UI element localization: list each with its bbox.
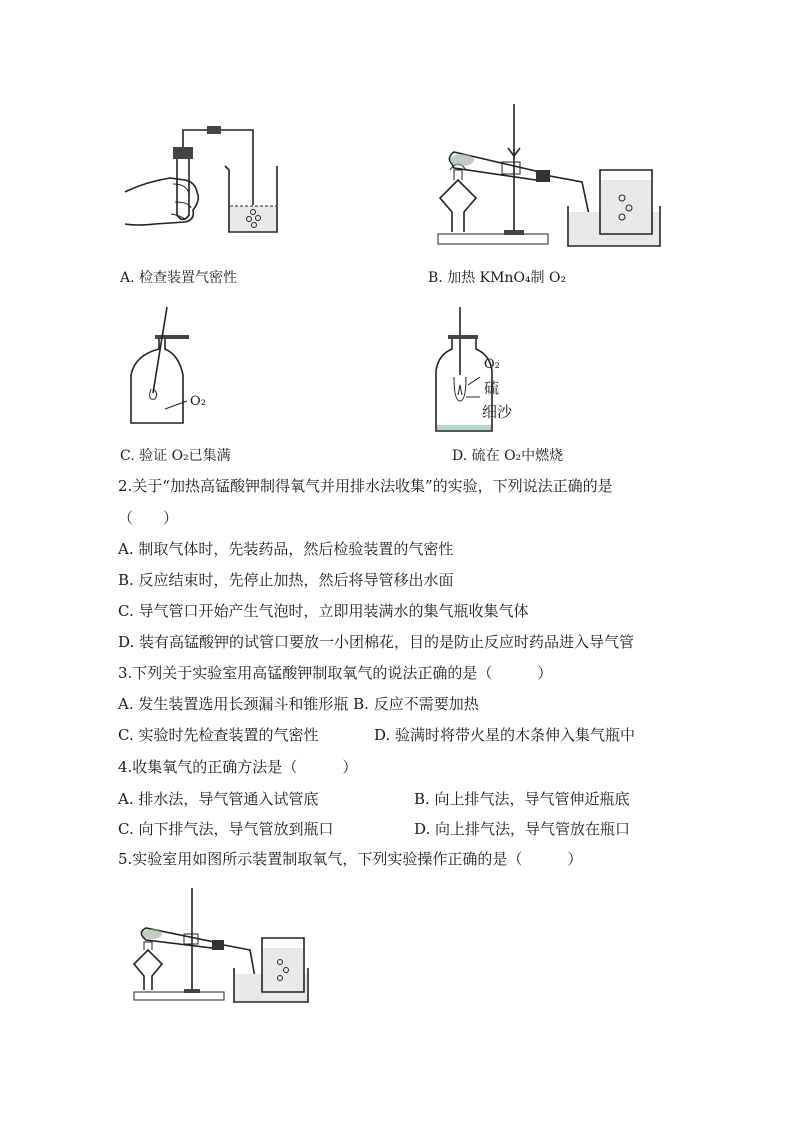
question-4-option-a: A. 排水法，导气管通入试管底 [118,790,319,808]
figure-c-gas-label: O₂ [190,394,206,409]
question-3-stem: 3.下列关于实验室用高锰酸钾制取氧气的说法正确的是（ ） [118,664,553,682]
question-2-option-c: C. 导气管口开始产生气泡时，立即用装满水的集气瓶收集气体 [118,602,529,620]
question-2-option-b: B. 反应结束时，先停止加热，然后将导管移出水面 [118,571,454,589]
figure-d-label-sand: 细沙 [482,403,513,421]
question-2-option-d: D. 装有高锰酸钾的试管口要放一小团棉花，目的是防止反应时药品进入导气管 [118,633,635,651]
question-4-stem: 4.收集氧气的正确方法是（ ） [118,758,358,776]
figure-a-airtightness-diagram [125,120,285,240]
figure-d-caption: D. 硫在 O₂中燃烧 [452,448,564,464]
figure-d-label-sulfur: 硫 [484,379,500,397]
figure-c-caption: C. 验证 O₂已集满 [120,448,231,464]
question-3-option-ab: A. 发生装置选用长颈漏斗和锥形瓶 B. 反应不需要加热 [118,695,479,713]
figure-a-caption: A. 检查装置气密性 [120,270,238,286]
question-5-apparatus-diagram [130,886,320,1006]
question-3-option-c: C. 实验时先检查装置的气密性 [118,726,319,744]
figure-b-kmno4-apparatus [432,102,672,252]
question-2-stem: 2.关于“加热高锰酸钾制得氧气并用排水法收集”的实验，下列说法正确的是 [118,477,613,495]
figure-d-label-o2: O₂ [484,357,500,372]
question-2-option-a: A. 制取气体时，先装药品，然后检验装置的气密性 [118,540,454,558]
figure-c-gas-jar-check [125,305,225,435]
question-4-option-d: D. 向上排气法，导气管放在瓶口 [414,820,631,838]
figure-b-caption: B. 加热 KMnO₄制 O₂ [428,270,567,286]
question-4-option-b: B. 向上排气法，导气管伸近瓶底 [414,790,630,808]
question-3-option-d: D. 验满时将带火星的木条伸入集气瓶中 [374,726,636,744]
question-4-option-c: C. 向下排气法，导气管放到瓶口 [118,820,334,838]
question-5-stem: 5.实验室用如图所示装置制取氧气，下列实验操作正确的是（ ） [118,850,583,868]
question-2-blank: （ ） [118,509,179,527]
